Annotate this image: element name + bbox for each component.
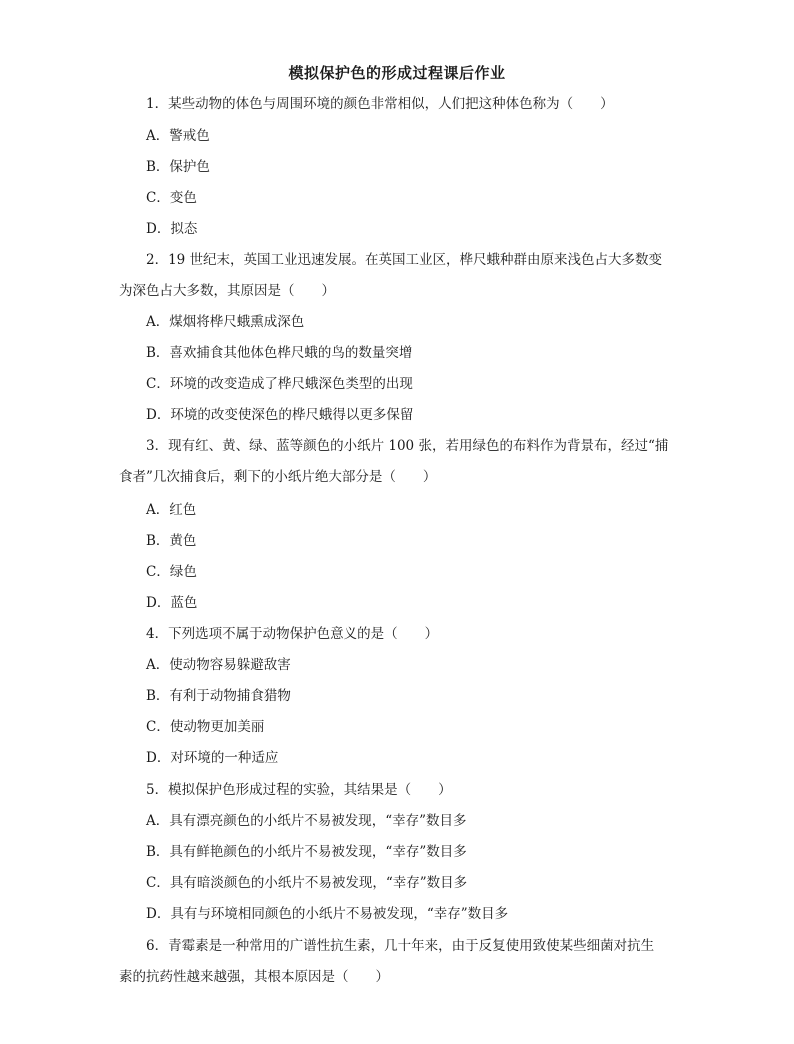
question-2-option-a: A．煤烟将桦尺蛾熏成深色 — [146, 314, 305, 330]
question-4-option-c: C．使动物更加美丽 — [146, 719, 265, 735]
question-4-stem: 4．下列选项不属于动物保护色意义的是（ ） — [146, 626, 439, 642]
question-1-option-b: B．保护色 — [146, 159, 210, 175]
question-3-stem-line-1: 3．现有红、黄、绿、蓝等颜色的小纸片 100 张，若用绿色的布料作为背景布，经过“捕 — [146, 438, 669, 454]
question-5-option-d: D．具有与环境相同颜色的小纸片不易被发现，“幸存”数目多 — [146, 906, 509, 922]
question-2-option-d: D．环境的改变使深色的桦尺蛾得以更多保留 — [146, 407, 414, 423]
question-5-option-b: B．具有鲜艳颜色的小纸片不易被发现，“幸存”数目多 — [146, 844, 467, 860]
question-3-option-d: D．蓝色 — [146, 595, 198, 611]
question-3-option-c: C．绿色 — [146, 564, 197, 580]
question-4-option-a: A．使动物容易躲避敌害 — [146, 657, 291, 673]
question-4-option-b: B．有利于动物捕食猎物 — [146, 688, 291, 704]
question-3-stem-line-2: 食者”几次捕食后，剩下的小纸片绝大部分是（ ） — [119, 469, 437, 485]
question-2-option-b: B．喜欢捕食其他体色桦尺蛾的鸟的数量突增 — [146, 345, 413, 361]
question-3-option-b: B．黄色 — [146, 533, 197, 549]
question-2-option-c: C．环境的改变造成了桦尺蛾深色类型的出现 — [146, 376, 413, 392]
document-title: 模拟保护色的形成过程课后作业 — [288, 64, 506, 82]
question-5-stem: 5．模拟保护色形成过程的实验，其结果是（ ） — [146, 782, 452, 798]
question-2-stem-line-2: 为深色占大多数，其原因是（ ） — [119, 283, 335, 299]
question-6-stem-line-1: 6．青霉素是一种常用的广谱性抗生素，几十年来，由于反复使用致使某些细菌对抗生 — [146, 938, 655, 954]
question-6-stem-line-2: 素的抗药性越来越强，其根本原因是（ ） — [119, 969, 389, 985]
question-1-stem: 1．某些动物的体色与周围环境的颜色非常相似，人们把这种体色称为（ ） — [146, 96, 614, 112]
question-2-stem-line-1: 2．19 世纪末，英国工业迅速发展。在英国工业区，桦尺蛾种群由原来浅色占大多数变 — [146, 252, 663, 268]
question-1-option-d: D．拟态 — [146, 221, 198, 237]
question-1-option-c: C．变色 — [146, 190, 197, 206]
question-3-option-a: A．红色 — [146, 502, 197, 518]
question-1-option-a: A．警戒色 — [146, 128, 210, 144]
question-4-option-d: D．对环境的一种适应 — [146, 750, 279, 766]
question-5-option-c: C．具有暗淡颜色的小纸片不易被发现，“幸存”数目多 — [146, 875, 468, 891]
question-5-option-a: A．具有漂亮颜色的小纸片不易被发现，“幸存”数目多 — [146, 813, 467, 829]
